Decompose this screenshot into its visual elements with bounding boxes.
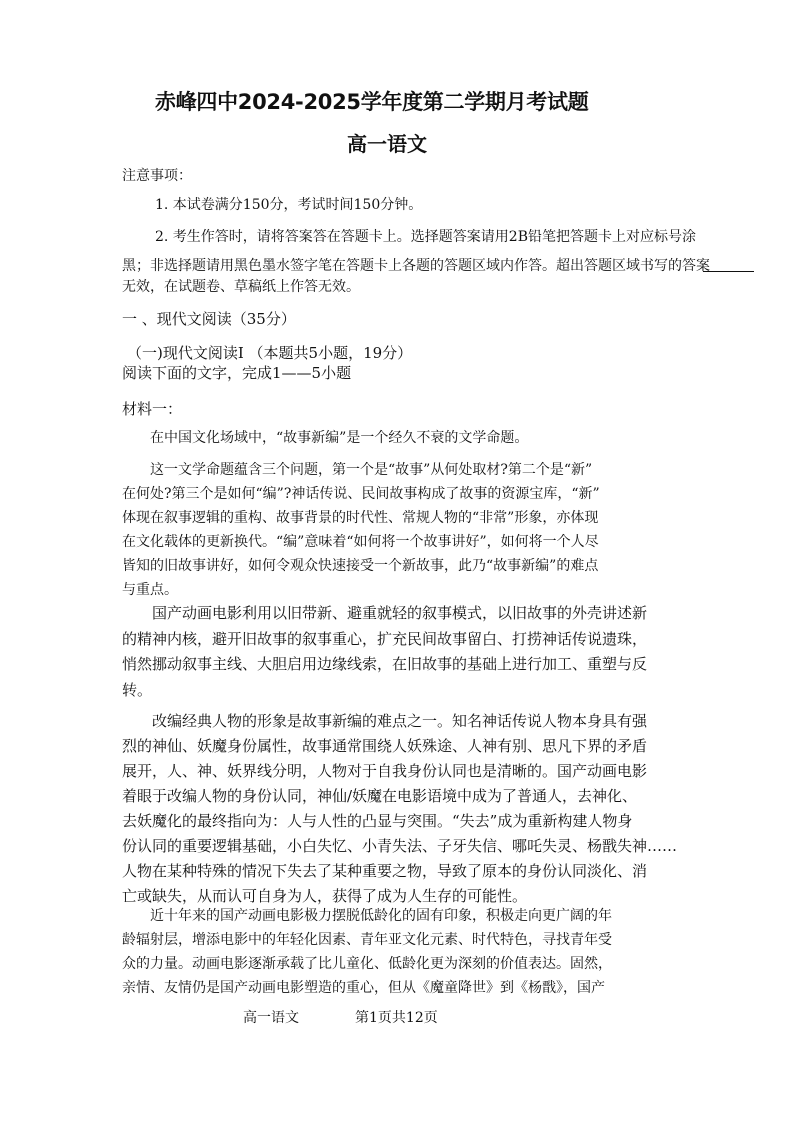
note-item-1: 1. 本试卷满分150分，考试时间150分钟。 bbox=[155, 197, 423, 213]
note-item-2-line-3: 无效，在试题卷、草稿纸上作答无效。 bbox=[122, 279, 360, 295]
paragraph-line: 近十年来的国产动画电影极力摆脱低龄化的固有印象，积极走向更广阔的年 bbox=[150, 908, 612, 924]
paragraph-3 bbox=[122, 601, 687, 703]
reading-instruction: 阅读下面的文字，完成1——5小题 bbox=[122, 364, 352, 382]
paragraph-1 bbox=[122, 428, 687, 448]
paragraph-5 bbox=[122, 904, 687, 1000]
subsection-heading: （一)现代文阅读Ⅰ （本题共5小题，19分） bbox=[127, 344, 413, 362]
notes-heading: 注意事项： bbox=[122, 168, 192, 184]
footer-page-number: 第1页共12页 bbox=[355, 1010, 438, 1026]
paragraph-line: 皆知的旧故事讲好，如何令观众快速接受一个新故事，此乃“故事新编”的难点 bbox=[122, 558, 599, 574]
paragraph-line: 在何处?第三个是如何“编”?神话传说、民间故事构成了故事的资源宝库，“新” bbox=[122, 486, 600, 502]
paragraph-line: 国产动画电影利用以旧带新、避重就轻的叙事模式，以旧故事的外壳讲述新 bbox=[152, 604, 648, 622]
paragraph-4 bbox=[122, 709, 687, 909]
answer-blank-line bbox=[703, 271, 754, 272]
paragraph-line: 转。 bbox=[122, 680, 153, 699]
paragraph-line: 人物在某种特殊的情况下失去了某种重要之物，导致了原本的身份认同淡化、消 bbox=[122, 862, 648, 880]
paragraph-line: 龄辐射层，增添电影中的年轻化因素、青年亚文化元素、时代特色，寻找青年受 bbox=[122, 932, 612, 948]
paragraph-line: 悄然挪动叙事主线、大胆启用边缘线索，在旧故事的基础上进行加工、重塑与反 bbox=[122, 655, 648, 673]
note-item-2-line-1: 2. 考生作答时，请将答案答在答题卡上。选择题答案请用2B铅笔把答题卡上对应标号涂 bbox=[155, 229, 697, 245]
paragraph-line: 展开，人、神、妖界线分明，人物对于自我身份认同也是清晰的。国产动画电影 bbox=[122, 762, 648, 780]
page-footer bbox=[243, 1007, 494, 1027]
paragraph-2 bbox=[122, 458, 687, 602]
paragraph-line: 的精神内核，避开旧故事的叙事重心，扩充民间故事留白、打捞神话传说遗珠， bbox=[122, 629, 648, 648]
paragraph-line: 份认同的重要逻辑基础，小白失忆、小青失法、子牙失信、哪吒失灵、杨戬失神…… bbox=[122, 837, 678, 855]
paragraph-line: 改编经典人物的形象是故事新编的难点之一。知名神话传说人物本身具有强 bbox=[152, 712, 648, 730]
exam-title: 赤峰四中2024-2025学年度第二学期月考试题 bbox=[155, 90, 589, 114]
paragraph-line: 体现在叙事逻辑的重构、故事背景的时代性、常规人物的“非常”形象，亦体现 bbox=[122, 510, 599, 526]
paragraph-line: 着眼于改编人物的身份认同，神仙/妖魔在电影语境中成为了普通人，去神化、 bbox=[122, 787, 638, 805]
exam-subject-title: 高一语文 bbox=[347, 132, 427, 156]
paragraph-line: 在文化载体的更新换代。“编”意味着“如何将一个故事讲好”，如何将一个人尽 bbox=[122, 534, 599, 550]
paragraph-line: 亲情、友情仍是国产动画电影塑造的重心，但从《魔童降世》到《杨戬》，国产 bbox=[122, 980, 605, 996]
paragraph-line: 烈的神仙、妖魔身份属性，故事通常围绕人妖殊途、人神有别、思凡下界的矛盾 bbox=[122, 737, 648, 755]
material-label: 材料一： bbox=[122, 400, 183, 418]
note-item-2-line-2: 黑；非选择题请用黑色墨水签字笔在答题卡上各题的答题区域内作答。超出答题区域书写的答案 bbox=[122, 258, 710, 274]
paragraph-line: 与重点。 bbox=[122, 582, 178, 598]
footer-subject: 高一语文 bbox=[243, 1010, 299, 1026]
paragraph-line: 亡或缺失，从而认可自身为人，获得了成为人生存的可能性。 bbox=[122, 887, 528, 905]
paragraph-line: 去妖魔化的最终指向为：人与人性的凸显与突围。“失去”成为重新构建人物身 bbox=[122, 812, 633, 830]
paragraph-line: 在中国文化场域中，“故事新编”是一个经久不衰的文学命题。 bbox=[150, 430, 529, 446]
paragraph-line: 众的力量。动画电影逐渐承载了比儿童化、低龄化更为深刻的价值表达。固然， bbox=[122, 956, 612, 972]
section-heading: 一 、现代文阅读（35分） bbox=[122, 310, 296, 328]
paragraph-line: 这一文学命题蕴含三个问题，第一个是“故事”从何处取材?第二个是“新” bbox=[150, 462, 593, 478]
